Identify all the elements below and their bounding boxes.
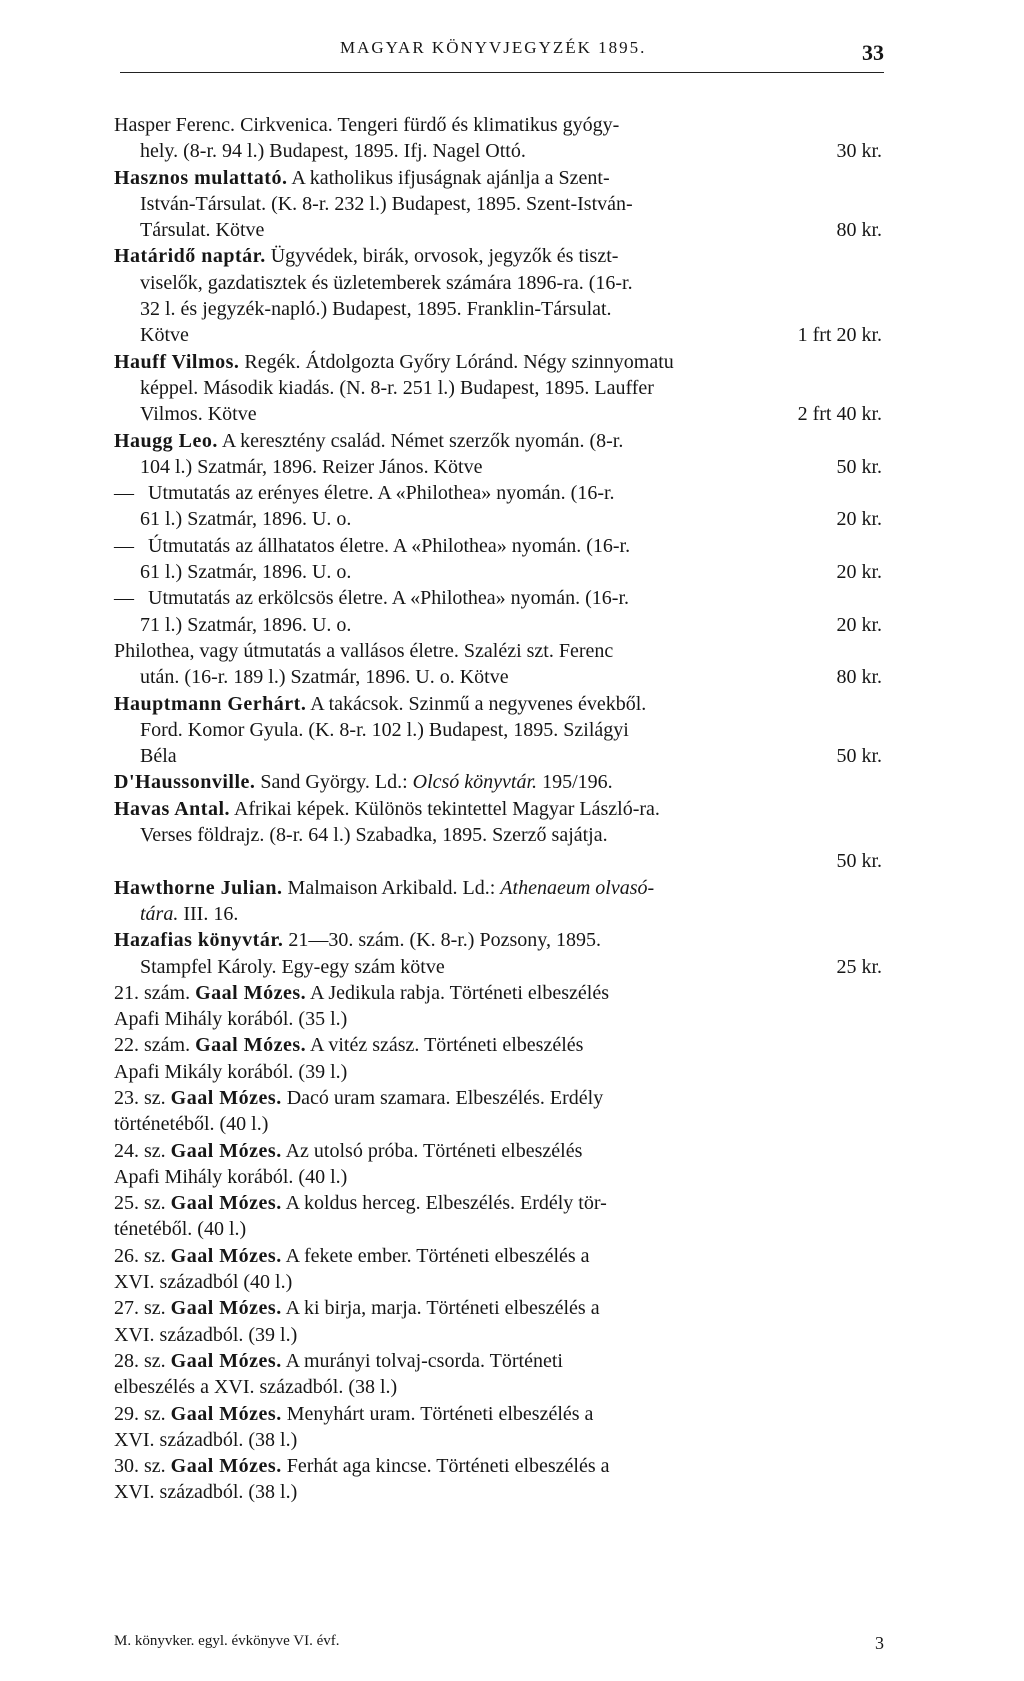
ditto-dash: —	[114, 482, 134, 505]
entry-line: Utmutatás az erényes életre. A «Philothea» nyomán. (16-r.	[148, 482, 615, 505]
cross-reference: Athenaeum olvasó-	[500, 876, 655, 899]
series-item-26	[114, 1243, 882, 1296]
cross-reference: Olcsó könyvtár.	[412, 771, 538, 794]
series-item-23	[114, 1085, 882, 1138]
series-item-22	[114, 1032, 882, 1085]
entry-name: Hauff Vilmos.	[114, 350, 240, 373]
series-title: Ferhát aga kincse. Történeti elbeszélés a	[286, 1455, 610, 1478]
series-title: A vitéz szász. Történeti elbeszélés	[310, 1034, 584, 1057]
cross-reference: tára.	[140, 902, 179, 925]
entry-havas	[114, 796, 882, 875]
entry-line: 21—30. szám. (K. 8-r.) Pozsony, 1895.	[288, 929, 601, 952]
series-item-21	[114, 980, 882, 1033]
entry-price: 50 kr.	[836, 455, 882, 478]
series-title: ténetéből. (40 l.)	[114, 1218, 247, 1241]
entry-line: Verses földrajz. (8-r. 64 l.) Szabadka, 1895. Szerző sajátja.	[140, 824, 608, 847]
entry-line: Utmutatás az erkölcsös életre. A «Philothea» nyomán. (16-r.	[148, 587, 629, 610]
series-title: Apafi Mihály korából. (40 l.)	[114, 1165, 348, 1188]
series-title: Az utolsó próba. Történeti elbeszélés	[285, 1139, 583, 1162]
entry-name: Hasper Ferenc.	[114, 114, 236, 136]
series-title: történetéből. (40 l.)	[114, 1113, 269, 1136]
entry-line: után. (16-r. 189 l.) Szatmár, 1896. U. o. Kötve	[140, 666, 509, 689]
header-rule	[120, 72, 884, 73]
entry-haugg	[114, 428, 882, 481]
entry-name: Hawthorne Julian.	[114, 876, 283, 899]
entry-name: Hasznos mulattató.	[114, 166, 288, 189]
entry-hauff	[114, 349, 882, 428]
entry-hawthorne	[114, 875, 882, 928]
entry-line: Regék. Átdolgozta Győry Lóránd. Négy szinnyomatu	[244, 350, 674, 373]
series-title: elbeszélés a XVI. századból. (38 l.)	[114, 1376, 398, 1399]
series-number: 21. szám.	[114, 981, 191, 1004]
series-number: 26. sz.	[114, 1244, 166, 1267]
entry-line: viselők, gazdatisztek és üzletemberek számára 1896-ra. (16-r.	[140, 271, 633, 294]
series-author: Gaal Mózes.	[195, 1034, 307, 1057]
entry-line: Philothea, vagy útmutatás a vallásos életre. Szalézi szt. Ferenc	[114, 639, 614, 662]
series-author: Gaal Mózes.	[170, 1349, 282, 1372]
entry-price: 25 kr.	[836, 955, 882, 978]
entry-hasznos-mulattato	[114, 165, 882, 244]
entry-price: 20 kr.	[836, 561, 882, 584]
series-number: 22. szám.	[114, 1034, 191, 1057]
series-item-24	[114, 1138, 882, 1191]
entry-line: Ügyvédek, birák, orvosok, jegyzők és tiszt-	[270, 245, 619, 268]
series-title: XVI. századból. (38 l.)	[114, 1481, 298, 1504]
entry-price: 80 kr.	[836, 666, 882, 689]
entry-line: A keresztény család. Német szerzők nyomán. (8-r.	[221, 429, 624, 452]
entry-line: 71 l.) Szatmár, 1896. U. o.	[140, 613, 352, 636]
entry-price: 30 kr.	[836, 140, 882, 163]
entry-name: D'Haussonville.	[114, 771, 256, 794]
series-author: Gaal Mózes.	[195, 981, 307, 1004]
series-title: Apafi Mikály korából. (39 l.)	[114, 1060, 348, 1083]
series-item-27	[114, 1295, 882, 1348]
series-author: Gaal Mózes.	[170, 1402, 282, 1425]
series-author: Gaal Mózes.	[170, 1086, 282, 1109]
series-number: 29. sz.	[114, 1402, 166, 1425]
series-item-30	[114, 1453, 882, 1506]
entry-hazafias-konyvtar	[114, 927, 882, 980]
entry-price: 50 kr.	[836, 850, 882, 873]
entry-price: 20 kr.	[836, 508, 882, 531]
series-title: Menyhárt uram. Történeti elbeszélés a	[286, 1402, 594, 1425]
series-item-28	[114, 1348, 882, 1401]
series-author: Gaal Mózes.	[170, 1192, 282, 1215]
running-header	[120, 38, 884, 68]
ditto-dash: —	[114, 587, 134, 610]
entry-line: Béla	[140, 745, 177, 768]
entry-line: Ford. Komor Gyula. (K. 8-r. 102 l.) Budapest, 1895. Szilágyi	[140, 718, 629, 741]
cross-reference-volume: III. 16.	[183, 902, 239, 925]
entry-line: Társulat. Kötve	[140, 219, 265, 242]
entry-utmutatas-erkolcsos	[114, 585, 882, 638]
series-title: A ki birja, marja. Történeti elbeszélés a	[285, 1297, 600, 1320]
entry-line: A katholikus ifjuságnak ajánlja a Szent-	[291, 166, 610, 189]
cross-reference-volume: 195/196.	[542, 771, 613, 794]
series-author: Gaal Mózes.	[170, 1244, 282, 1267]
entry-name: Határidő naptár.	[114, 245, 266, 268]
entry-price: 1 frt 20 kr.	[797, 324, 882, 347]
entry-line: hely. (8-r. 94 l.) Budapest, 1895. Ifj. Nagel Ottó.	[140, 140, 526, 163]
entry-hatarido-naptar	[114, 243, 882, 348]
series-number: 30. sz.	[114, 1455, 166, 1478]
entry-price: 2 frt 40 kr.	[797, 403, 882, 426]
footer-signature: M. könyvker. egyl. évkönyve VI. évf.	[114, 1633, 340, 1649]
series-author: Gaal Mózes.	[170, 1455, 282, 1478]
series-title: A Jedikula rabja. Történeti elbeszélés	[310, 981, 609, 1004]
series-author: Gaal Mózes.	[170, 1297, 282, 1320]
series-number: 25. sz.	[114, 1192, 166, 1215]
entry-line: 61 l.) Szatmár, 1896. U. o.	[140, 508, 352, 531]
entry-hauptmann	[114, 691, 882, 770]
entry-utmutatas-erenyes	[114, 480, 882, 533]
entry-name: Haugg Leo.	[114, 429, 218, 452]
series-title: A koldus herceg. Elbeszélés. Erdély tör-	[285, 1192, 607, 1215]
entry-line: 32 l. és jegyzék-napló.) Budapest, 1895. Franklin-Társulat.	[140, 298, 612, 321]
entry-hasper	[114, 112, 882, 165]
series-number: 28. sz.	[114, 1349, 166, 1372]
entry-line: 104 l.) Szatmár, 1896. Reizer János. Kötve	[140, 455, 483, 478]
ditto-dash: —	[114, 534, 134, 557]
series-title: Dacó uram szamara. Elbeszélés. Erdély	[286, 1086, 604, 1109]
entry-utmutatas-allhatatos	[114, 533, 882, 586]
entry-philothea	[114, 638, 882, 691]
entry-line: Stampfel Károly. Egy-egy szám kötve	[140, 955, 445, 978]
running-title: MAGYAR KÖNYVJEGYZÉK 1895.	[340, 38, 647, 57]
series-title: Apafi Mihály korából. (35 l.)	[114, 1008, 348, 1031]
entry-price: 50 kr.	[836, 745, 882, 768]
bibliography-entries	[114, 112, 882, 1506]
entry-line: Afrikai képek. Különös tekintettel Magyar László-ra.	[233, 797, 660, 820]
series-title: XVI. századból (40 l.)	[114, 1271, 293, 1294]
entry-price: 80 kr.	[836, 219, 882, 242]
entry-line: Vilmos. Kötve	[140, 403, 257, 426]
entry-line: 61 l.) Szatmár, 1896. U. o.	[140, 561, 352, 584]
entry-name: Havas Antal.	[114, 797, 231, 820]
entry-line: Malmaison Arkibald. Ld.:	[287, 876, 496, 899]
page-number: 33	[862, 40, 884, 65]
entry-price: 20 kr.	[836, 613, 882, 636]
series-item-29	[114, 1401, 882, 1454]
series-title: A murányi tolvaj-csorda. Történeti	[285, 1349, 563, 1372]
entry-name: Hauptmann Gerhárt.	[114, 692, 307, 715]
series-number: 24. sz.	[114, 1139, 166, 1162]
series-title: A fekete ember. Történeti elbeszélés a	[285, 1244, 590, 1267]
entry-line: Cirkvenica. Tengeri fürdő és klimatikus gyógy-	[240, 114, 620, 136]
entry-line: Kötve	[140, 324, 189, 347]
gathering-number: 3	[875, 1633, 884, 1653]
series-title: XVI. századból. (39 l.)	[114, 1323, 298, 1346]
entry-name: Hazafias könyvtár.	[114, 929, 284, 952]
entry-line: István-Társulat. (K. 8-r. 232 l.) Budapest, 1895. Szent-István-	[140, 192, 633, 215]
series-title: XVI. századból. (38 l.)	[114, 1428, 298, 1451]
entry-line: Sand György. Ld.:	[260, 771, 408, 794]
series-author: Gaal Mózes.	[170, 1139, 282, 1162]
entry-haussonville	[114, 769, 882, 795]
series-number: 27. sz.	[114, 1297, 166, 1320]
entry-line: képpel. Második kiadás. (N. 8-r. 251 l.) Budapest, 1895. Lauffer	[140, 376, 654, 399]
entry-line: A takácsok. Szinmű a negyvenes évekből.	[310, 692, 647, 715]
series-number: 23. sz.	[114, 1086, 166, 1109]
series-item-25	[114, 1190, 882, 1243]
entry-line: Útmutatás az állhatatos életre. A «Philothea» nyomán. (16-r.	[148, 534, 631, 557]
